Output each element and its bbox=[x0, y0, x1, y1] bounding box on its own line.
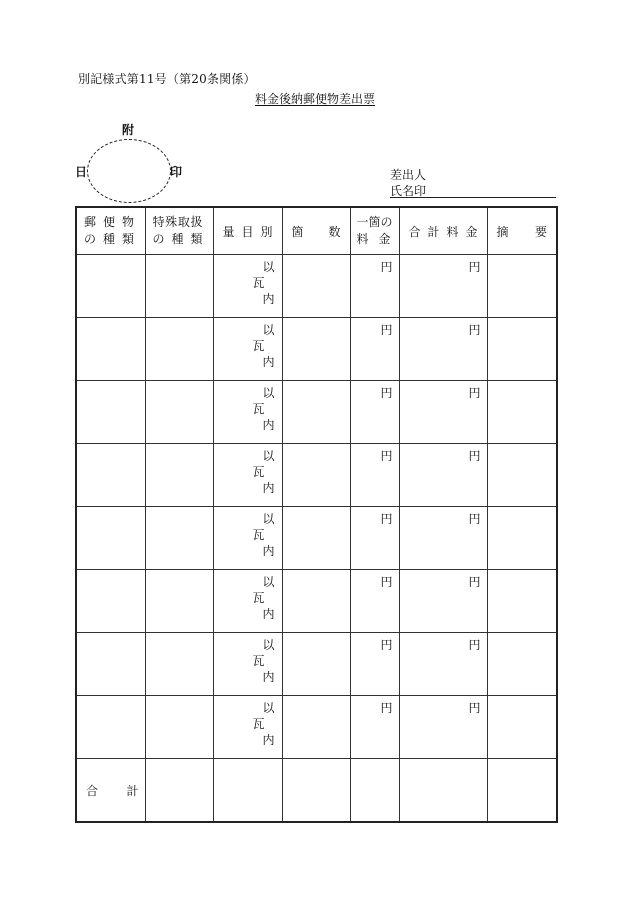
total-fee-yen: 円 bbox=[468, 386, 481, 400]
count-cell[interactable] bbox=[282, 507, 350, 570]
special-handling-cell[interactable] bbox=[145, 381, 213, 444]
sender-name-field[interactable] bbox=[390, 182, 556, 198]
weight-unit-above: 以 bbox=[262, 701, 275, 715]
special-handling-cell[interactable] bbox=[145, 633, 213, 696]
table-row bbox=[76, 318, 557, 381]
total-fee-yen: 円 bbox=[468, 260, 481, 274]
header-unit-fee-line1: 一箇の bbox=[356, 215, 393, 229]
weight-unit-within: 内 bbox=[262, 292, 275, 306]
count-cell[interactable] bbox=[282, 570, 350, 633]
weight-unit-within: 内 bbox=[262, 607, 275, 621]
remarks-cell[interactable] bbox=[487, 570, 557, 633]
unit-fee-cell[interactable] bbox=[350, 507, 399, 570]
total-fee-yen: 円 bbox=[468, 701, 481, 715]
weight-cell[interactable] bbox=[213, 570, 282, 633]
total-weight-cell[interactable] bbox=[213, 759, 282, 823]
mail-type-cell[interactable] bbox=[76, 696, 145, 759]
sender-label: 差出人 bbox=[390, 168, 427, 182]
weight-unit-gram: 瓦 bbox=[252, 465, 265, 479]
weight-unit-within: 内 bbox=[262, 481, 275, 495]
remarks-cell[interactable] bbox=[487, 381, 557, 444]
mail-type-cell[interactable] bbox=[76, 318, 145, 381]
header-mail-type-line1: 郵 便 物 bbox=[84, 215, 134, 229]
remarks-cell[interactable] bbox=[487, 444, 557, 507]
unit-fee-cell[interactable] bbox=[350, 570, 399, 633]
total-fee-yen: 円 bbox=[468, 638, 481, 652]
table-header-row bbox=[76, 207, 557, 255]
weight-unit-within: 内 bbox=[262, 418, 275, 432]
weight-unit-gram: 瓦 bbox=[252, 339, 265, 353]
header-unit-fee bbox=[350, 207, 399, 255]
special-handling-cell[interactable] bbox=[145, 570, 213, 633]
weight-unit-gram: 瓦 bbox=[252, 276, 265, 290]
mail-type-cell[interactable] bbox=[76, 444, 145, 507]
unit-fee-cell[interactable] bbox=[350, 318, 399, 381]
unit-fee-yen: 円 bbox=[380, 386, 393, 400]
weight-unit-within: 内 bbox=[262, 670, 275, 684]
mail-type-cell[interactable] bbox=[76, 255, 145, 318]
stamp-label-left: 日 bbox=[75, 165, 88, 179]
mail-type-cell[interactable] bbox=[76, 633, 145, 696]
table-row bbox=[76, 570, 557, 633]
count-cell[interactable] bbox=[282, 444, 350, 507]
sender-name-label: 氏名印 bbox=[390, 184, 427, 198]
total-fee-cell[interactable] bbox=[399, 633, 487, 696]
weight-unit-within: 内 bbox=[262, 544, 275, 558]
special-handling-cell[interactable] bbox=[145, 255, 213, 318]
total-fee-cell[interactable] bbox=[399, 444, 487, 507]
special-handling-cell[interactable] bbox=[145, 507, 213, 570]
weight-cell[interactable] bbox=[213, 381, 282, 444]
header-special-handling bbox=[145, 207, 213, 255]
unit-fee-yen: 円 bbox=[380, 323, 393, 337]
document-title-text: 料金後納郵便物差出票 bbox=[254, 92, 375, 106]
header-special-handling-line1: 特殊取扱 bbox=[152, 215, 203, 229]
form-reference: 別記様式第11号（第20条関係） bbox=[78, 72, 256, 86]
total-row bbox=[76, 759, 557, 823]
unit-fee-yen: 円 bbox=[380, 260, 393, 274]
count-cell[interactable] bbox=[282, 381, 350, 444]
count-cell[interactable] bbox=[282, 696, 350, 759]
weight-unit-gram: 瓦 bbox=[252, 717, 265, 731]
total-fee-sum-cell[interactable] bbox=[399, 759, 487, 823]
total-fee-yen: 円 bbox=[468, 323, 481, 337]
table-row bbox=[76, 507, 557, 570]
special-handling-cell[interactable] bbox=[145, 696, 213, 759]
header-count: 箇 数 bbox=[282, 207, 350, 255]
total-remarks-cell[interactable] bbox=[487, 759, 557, 823]
total-row-label-cell bbox=[76, 759, 145, 823]
remarks-cell[interactable] bbox=[487, 633, 557, 696]
weight-unit-above: 以 bbox=[262, 260, 275, 274]
total-fee-yen: 円 bbox=[468, 512, 481, 526]
table-row bbox=[76, 696, 557, 759]
weight-cell[interactable] bbox=[213, 507, 282, 570]
mail-type-cell[interactable] bbox=[76, 570, 145, 633]
unit-fee-yen: 円 bbox=[380, 638, 393, 652]
unit-fee-cell[interactable] bbox=[350, 381, 399, 444]
unit-fee-yen: 円 bbox=[380, 575, 393, 589]
weight-unit-gram: 瓦 bbox=[252, 528, 265, 542]
header-weight: 量 目 別 bbox=[213, 207, 282, 255]
total-count-cell[interactable] bbox=[282, 759, 350, 823]
total-unit-fee-cell[interactable] bbox=[350, 759, 399, 823]
special-handling-cell[interactable] bbox=[145, 318, 213, 381]
unit-fee-yen: 円 bbox=[380, 449, 393, 463]
remarks-cell[interactable] bbox=[487, 696, 557, 759]
total-fee-cell[interactable] bbox=[399, 507, 487, 570]
special-handling-cell[interactable] bbox=[145, 444, 213, 507]
header-unit-fee-line2: 料 金 bbox=[356, 232, 391, 246]
weight-unit-above: 以 bbox=[262, 512, 275, 526]
count-cell[interactable] bbox=[282, 255, 350, 318]
total-fee-cell[interactable] bbox=[399, 255, 487, 318]
total-fee-cell[interactable] bbox=[399, 381, 487, 444]
header-special-handling-line2: の 種 類 bbox=[152, 232, 203, 246]
stamp-label-right: 印 bbox=[170, 165, 183, 179]
table-row bbox=[76, 633, 557, 696]
weight-cell[interactable] bbox=[213, 318, 282, 381]
weight-unit-above: 以 bbox=[262, 575, 275, 589]
header-mail-type-line2: の 種 類 bbox=[84, 232, 134, 246]
table-row bbox=[76, 444, 557, 507]
total-fee-cell[interactable] bbox=[399, 570, 487, 633]
unit-fee-cell[interactable] bbox=[350, 633, 399, 696]
weight-unit-above: 以 bbox=[262, 449, 275, 463]
count-cell[interactable] bbox=[282, 633, 350, 696]
document-title bbox=[0, 90, 630, 107]
weight-unit-gram: 瓦 bbox=[252, 654, 265, 668]
weight-unit-above: 以 bbox=[262, 386, 275, 400]
weight-cell[interactable] bbox=[213, 633, 282, 696]
unit-fee-cell[interactable] bbox=[350, 696, 399, 759]
total-special-handling-cell[interactable] bbox=[145, 759, 213, 823]
total-row-label: 合 計 bbox=[86, 783, 139, 798]
total-fee-cell[interactable] bbox=[399, 696, 487, 759]
header-total-fee: 合 計 料 金 bbox=[399, 207, 487, 255]
weight-unit-above: 以 bbox=[262, 638, 275, 652]
weight-unit-gram: 瓦 bbox=[252, 591, 265, 605]
remarks-cell[interactable] bbox=[487, 255, 557, 318]
table-row bbox=[76, 381, 557, 444]
mail-submission-table bbox=[75, 206, 558, 823]
header-remarks: 摘 要 bbox=[487, 207, 557, 255]
date-stamp-area bbox=[87, 139, 171, 203]
mail-type-cell[interactable] bbox=[76, 507, 145, 570]
unit-fee-cell[interactable] bbox=[350, 255, 399, 318]
unit-fee-yen: 円 bbox=[380, 512, 393, 526]
weight-cell[interactable] bbox=[213, 255, 282, 318]
stamp-label-top: 附 bbox=[122, 123, 135, 137]
weight-cell[interactable] bbox=[213, 444, 282, 507]
total-fee-cell[interactable] bbox=[399, 318, 487, 381]
weight-cell[interactable] bbox=[213, 696, 282, 759]
remarks-cell[interactable] bbox=[487, 318, 557, 381]
weight-unit-above: 以 bbox=[262, 323, 275, 337]
table-row bbox=[76, 255, 557, 318]
remarks-cell[interactable] bbox=[487, 507, 557, 570]
weight-unit-within: 内 bbox=[262, 355, 275, 369]
total-fee-yen: 円 bbox=[468, 575, 481, 589]
weight-unit-within: 内 bbox=[262, 733, 275, 747]
unit-fee-cell[interactable] bbox=[350, 444, 399, 507]
unit-fee-yen: 円 bbox=[380, 701, 393, 715]
count-cell[interactable] bbox=[282, 318, 350, 381]
header-mail-type bbox=[76, 207, 145, 255]
total-fee-yen: 円 bbox=[468, 449, 481, 463]
mail-type-cell[interactable] bbox=[76, 381, 145, 444]
weight-unit-gram: 瓦 bbox=[252, 402, 265, 416]
